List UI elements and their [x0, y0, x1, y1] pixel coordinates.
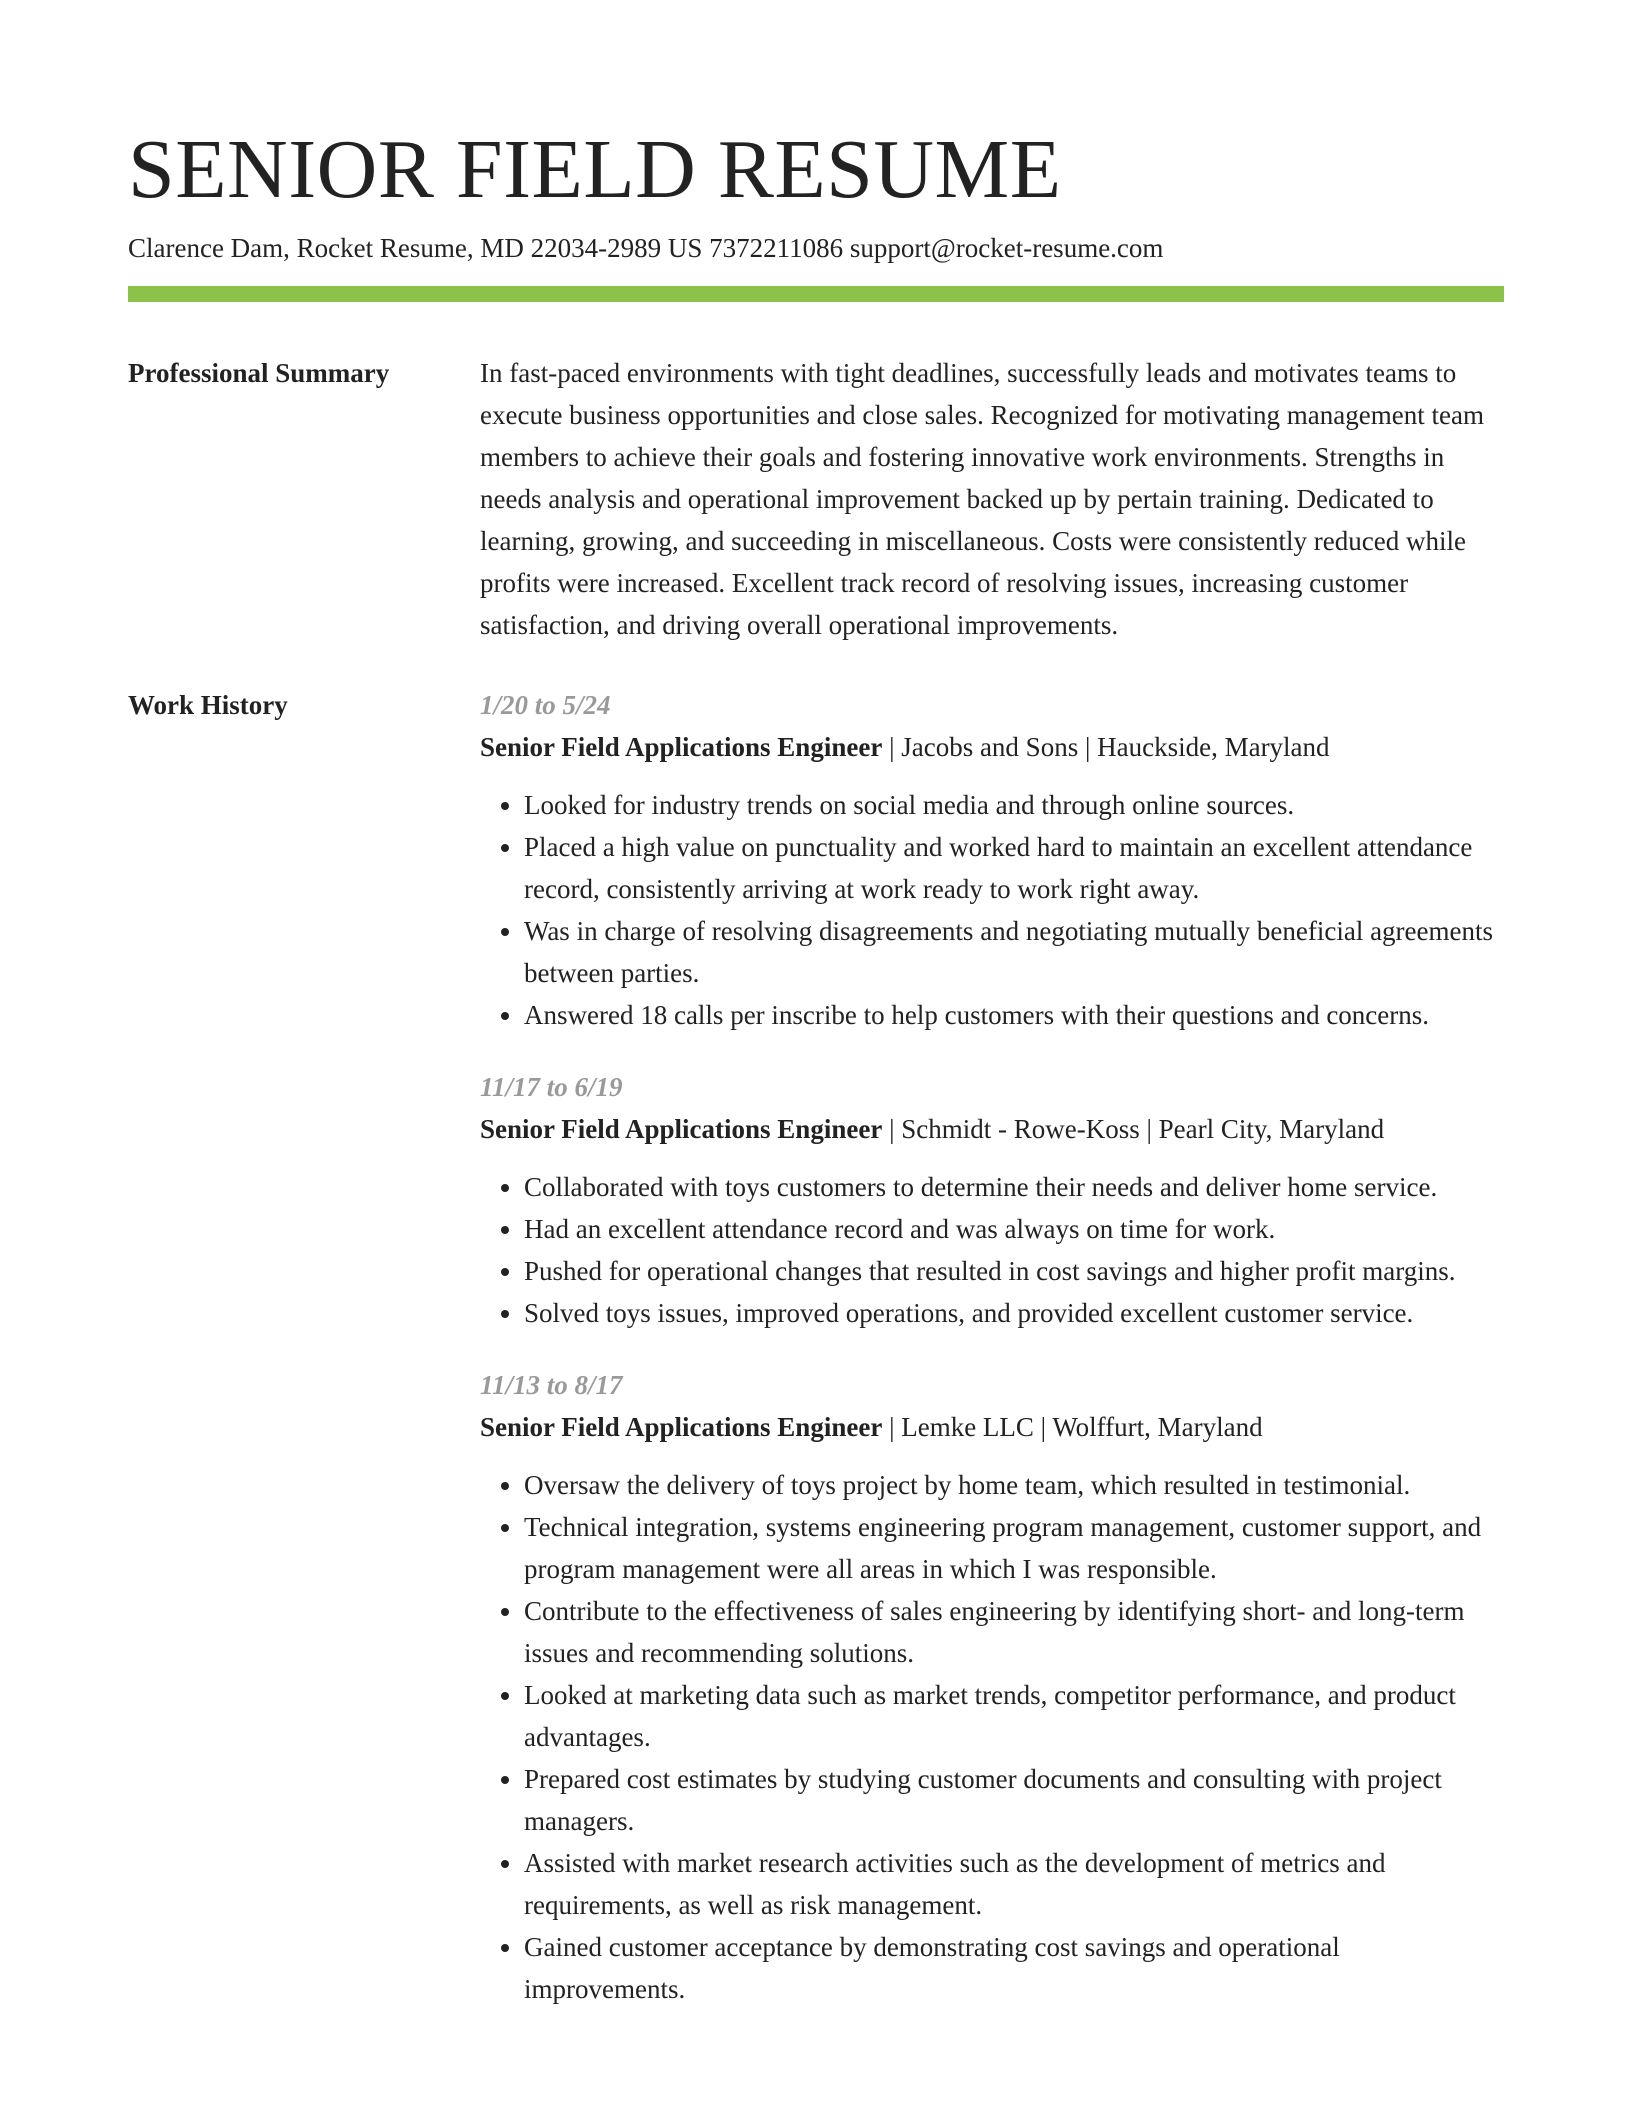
- bullet-item: • Contribute to the effectiveness of sales engineering by identifying short- and long-term issues and recommending solutions.: [524, 1590, 1504, 1674]
- bullet-item: • Was in charge of resolving disagreements and negotiating mutually beneficial agreements between parties.: [524, 910, 1504, 994]
- job-details: | Lemke LLC | Wolffurt, Maryland: [882, 1412, 1263, 1442]
- job-bullets: [480, 784, 1504, 1036]
- bullet-item: • Gained customer acceptance by demonstrating cost savings and operational improvements.: [524, 1926, 1504, 2010]
- bullet-item: • Technical integration, systems engineering program management, customer support, and program management were all areas in which I was responsible.: [524, 1506, 1504, 1590]
- bullet-item: • Looked at marketing data such as market trends, competitor performance, and product advantages.: [524, 1674, 1504, 1758]
- bullet-item: • Oversaw the delivery of toys project by home team, which resulted in testimonial.: [524, 1464, 1504, 1506]
- job-details: | Jacobs and Sons | Hauckside, Maryland: [882, 732, 1330, 762]
- job-details: | Schmidt - Rowe-Koss | Pearl City, Maryland: [882, 1114, 1385, 1144]
- job-bullets: [480, 1166, 1504, 1334]
- work-history-section: [128, 684, 1504, 2010]
- job-title: Senior Field Applications Engineer: [480, 1412, 883, 1442]
- job-dates: 11/13 to 8/17: [480, 1370, 623, 1400]
- job-dates: 1/20 to 5/24: [480, 690, 611, 720]
- bullet-item: • Had an excellent attendance record and was always on time for work.: [524, 1208, 1504, 1250]
- job-title: Senior Field Applications Engineer: [480, 1114, 883, 1144]
- job-heading: [480, 1406, 1504, 1448]
- section-body: [480, 352, 1504, 646]
- bullet-item: • Prepared cost estimates by studying customer documents and consulting with project managers.: [524, 1758, 1504, 1842]
- job-entry: [480, 684, 1504, 1036]
- professional-summary-section: [128, 352, 1504, 646]
- section-label: Work History: [128, 690, 288, 720]
- header-divider: [128, 286, 1504, 302]
- bullet-item: • Collaborated with toys customers to determine their needs and deliver home service.: [524, 1166, 1504, 1208]
- resume-title: SENIOR FIELD RESUME: [128, 123, 1062, 216]
- bullet-item: • Placed a high value on punctuality and worked hard to maintain an excellent attendance record, consistently arriving at work ready to work right away.: [524, 826, 1504, 910]
- job-entry: [480, 1364, 1504, 2010]
- job-bullets: [480, 1464, 1504, 2010]
- section-label: Professional Summary: [128, 358, 390, 388]
- section-body: [480, 684, 1504, 2010]
- job-heading: [480, 726, 1504, 768]
- bullet-item: • Pushed for operational changes that resulted in cost savings and higher profit margins.: [524, 1250, 1504, 1292]
- bullet-item: • Answered 18 calls per inscribe to help customers with their questions and concerns.: [524, 994, 1504, 1036]
- bullet-item: • Solved toys issues, improved operations, and provided excellent customer service.: [524, 1292, 1504, 1334]
- bullet-item: • Looked for industry trends on social media and through online sources.: [524, 784, 1504, 826]
- contact-info: Clarence Dam, Rocket Resume, MD 22034-2989 US 7372211086 support@rocket-resume.com: [128, 233, 1164, 263]
- resume-page: [128, 120, 1504, 2010]
- job-title: Senior Field Applications Engineer: [480, 732, 883, 762]
- job-dates: 11/17 to 6/19: [480, 1072, 623, 1102]
- job-heading: [480, 1108, 1504, 1150]
- job-entry: [480, 1066, 1504, 1334]
- summary-text: In fast-paced environments with tight deadlines, successfully leads and motivates teams to execute business opportunities and close sales. Recognized for motivating management team members to achieve their goals and fostering innovative work environments. Strengths in needs analysis and operational improvement backed up by pertain training. Dedicated to learning, growing, and succeeding in miscellaneous. Costs were consistently reduced while profits were increased. Excellent track record of resolving issues, increasing customer satisfaction, and driving overall operational improvements.: [480, 358, 1484, 640]
- bullet-item: • Assisted with market research activities such as the development of metrics and requirements, as well as risk management.: [524, 1842, 1504, 1926]
